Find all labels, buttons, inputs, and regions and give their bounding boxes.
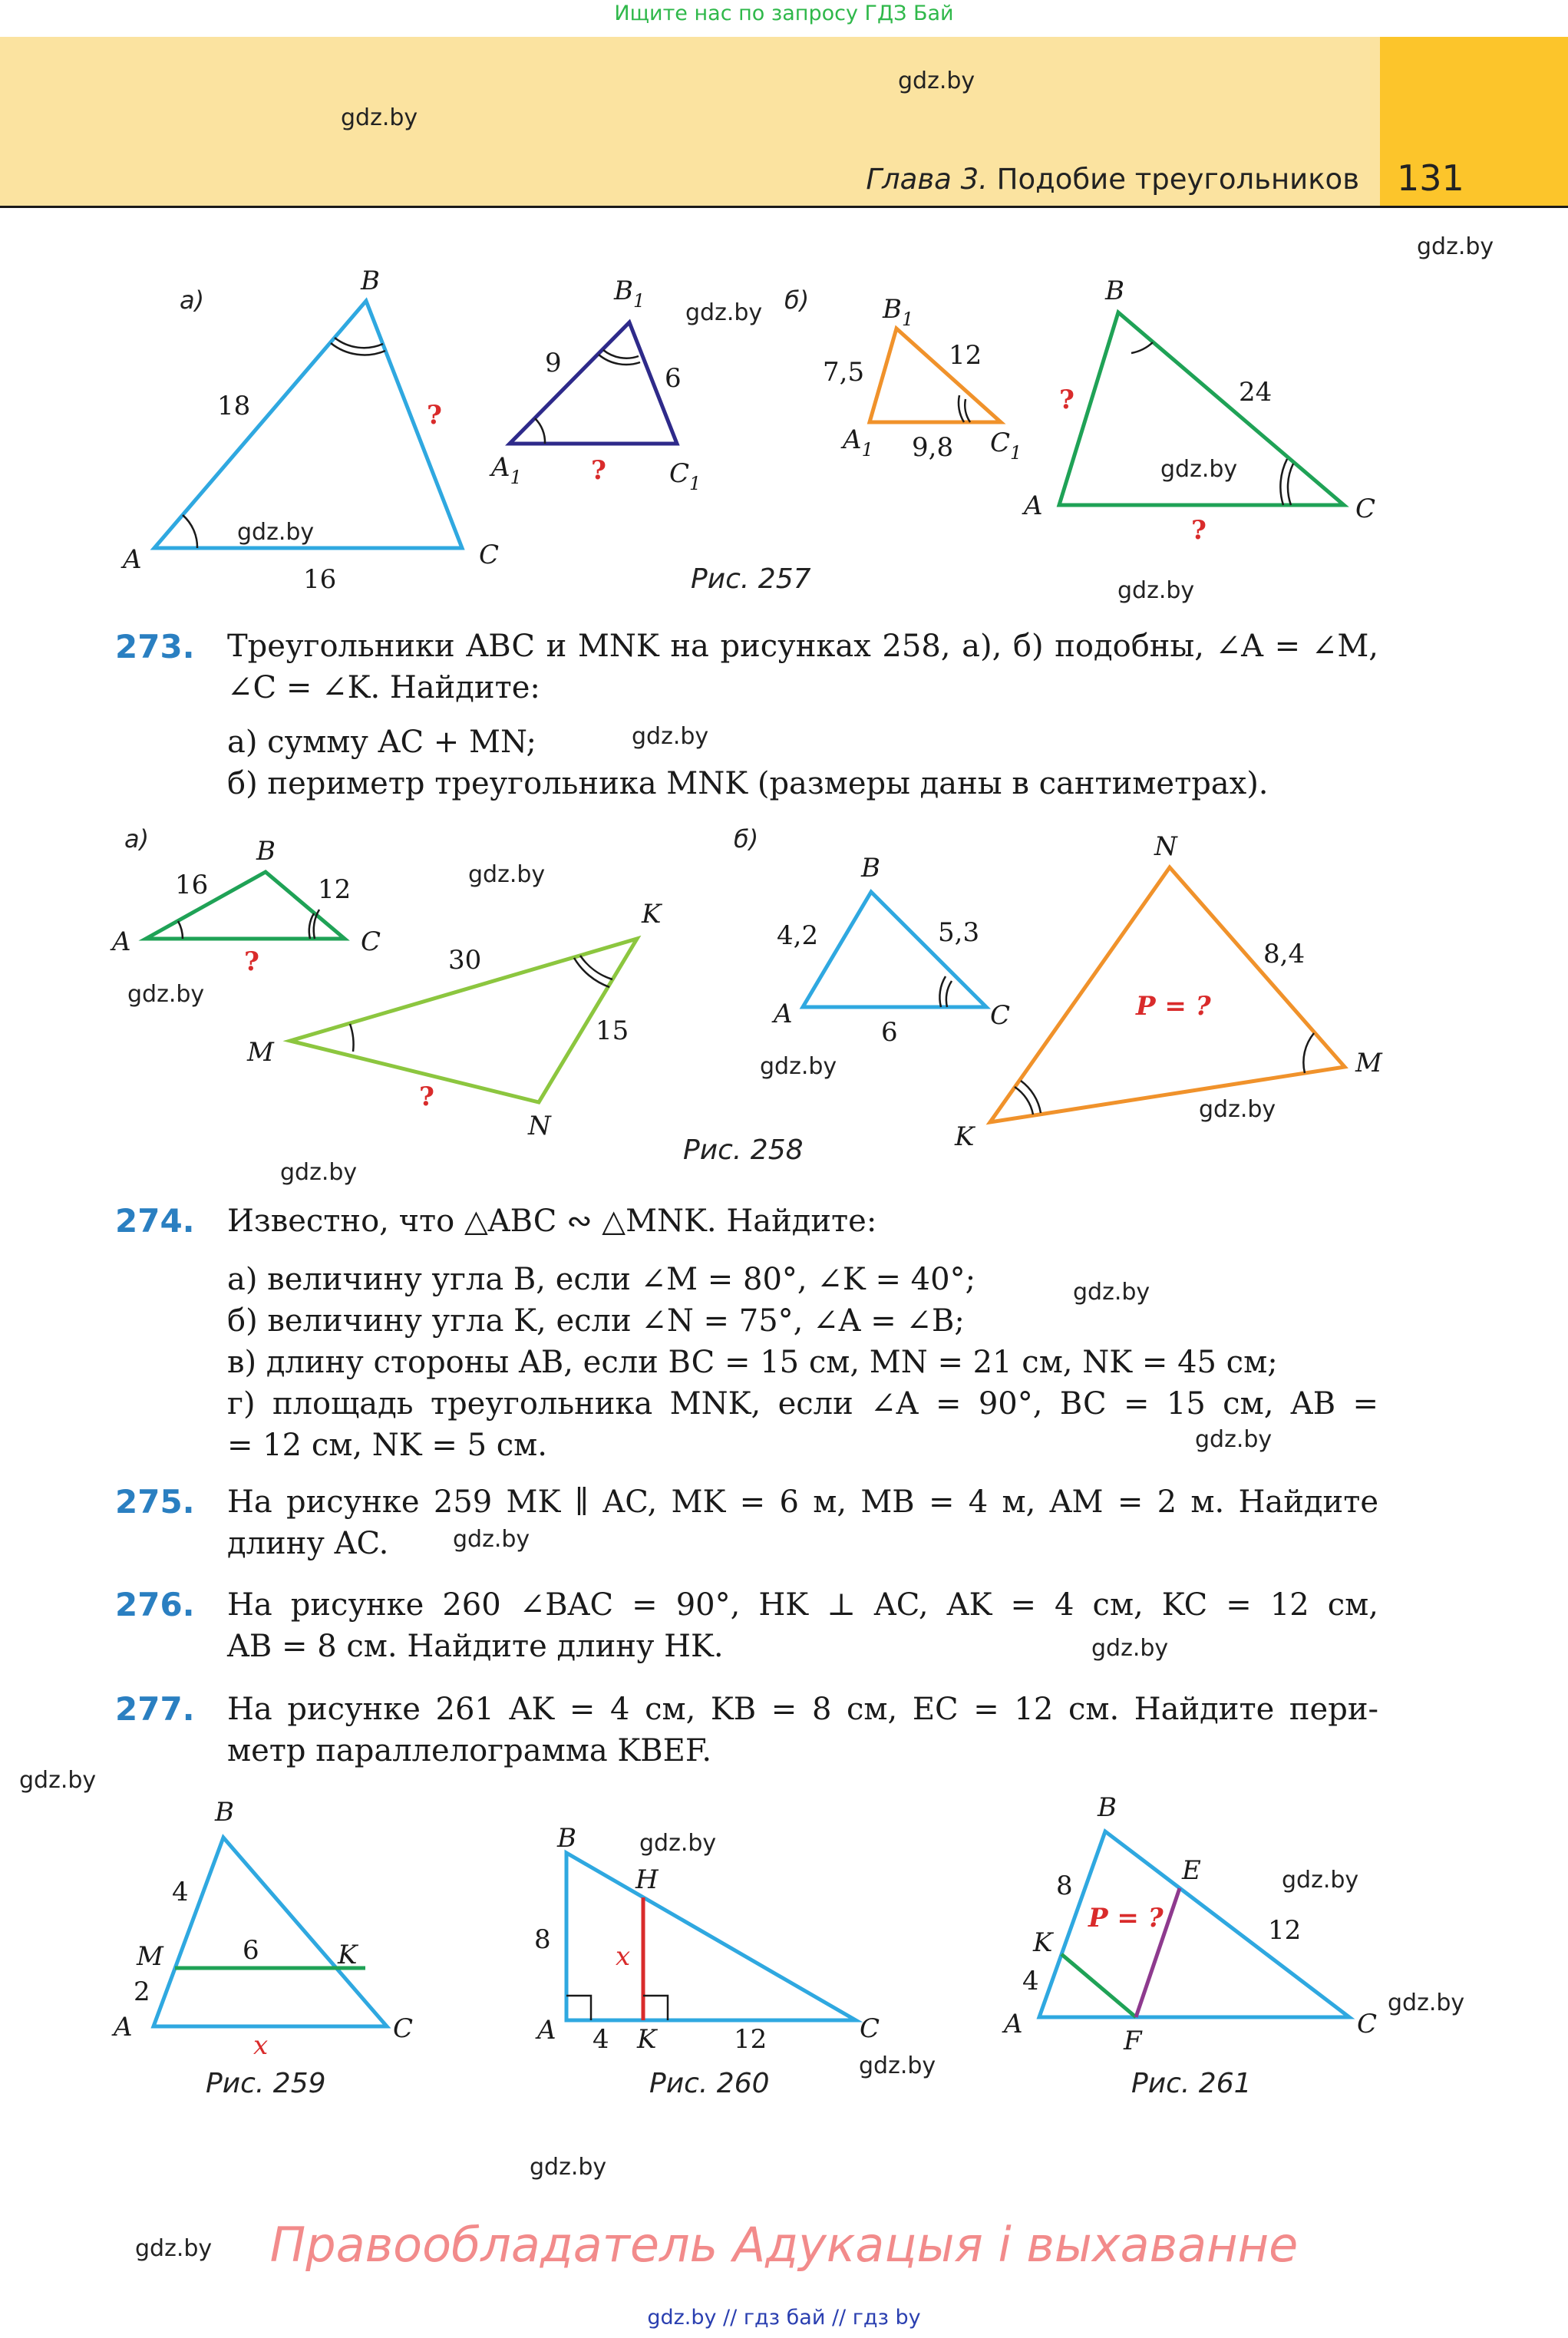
label-c: C: [361, 926, 381, 957]
fig257-drawing: [0, 0, 1568, 614]
watermark: gdz.by: [1388, 1990, 1465, 2016]
label-c: C: [860, 2013, 880, 2044]
fig258-caption: Рис. 258: [683, 1134, 804, 1166]
label-a: A: [112, 926, 131, 957]
chapter-title: Глава 3. Подобие треугольников: [866, 163, 1359, 196]
label-kc: 12: [734, 2024, 767, 2055]
label-bc: 5,3: [938, 917, 980, 948]
fig257-part-b: б): [784, 286, 810, 315]
label-ak: 4: [1022, 1966, 1039, 1996]
label-m: M: [1355, 1048, 1382, 1078]
label-b: B: [1098, 1792, 1117, 1823]
label-ac: x: [253, 2030, 269, 2061]
label-a1: $A_1$: [843, 424, 873, 461]
label-a: A: [1004, 2009, 1023, 2039]
top-search-note: Ищите нас по запросу ГДЗ Бай: [614, 2, 954, 25]
label-b: B: [861, 853, 880, 883]
watermark: gdz.by: [639, 1830, 717, 1857]
watermark: gdz.by: [127, 981, 205, 1008]
watermark: gdz.by: [1195, 1426, 1273, 1453]
label-h: H: [635, 1864, 659, 1895]
label-f: F: [1124, 2026, 1142, 2056]
fig258-drawing: [0, 798, 1568, 1259]
label-ab: 16: [175, 870, 209, 900]
label-kn: 15: [596, 1015, 629, 1046]
problem-273-number: 273.: [115, 628, 195, 665]
label-b: B: [215, 1797, 234, 1828]
triangle-abc-blue: [120, 266, 499, 595]
label-b1: $B_1$: [883, 294, 914, 330]
label-c: C: [1357, 2009, 1378, 2039]
label-a1b1: 9: [545, 348, 562, 378]
label-ec: 12: [1268, 1915, 1302, 1946]
label-a1c1: ?: [591, 455, 606, 486]
watermark: gdz.by: [760, 1053, 837, 1080]
label-b1c1: 6: [665, 363, 682, 394]
copyright-watermark: Правообладатель Адукацыя і выхаванне: [269, 2217, 1299, 2273]
label-mk: 30: [448, 945, 482, 976]
label-k: K: [642, 899, 662, 930]
label-a1: $A_1$: [491, 452, 522, 488]
problem-274-d-cont: = 12 см, NK = 5 см.: [227, 1428, 548, 1463]
label-c: C: [393, 2013, 414, 2044]
label-ac: 6: [881, 1017, 898, 1048]
problem-273-text: Треугольники ABC и MNK на рисунках 258, а), б) подобны, ∠A = ∠M, ∠C = ∠K. Найдите:: [227, 629, 1378, 705]
triangle-abc-green: [1022, 276, 1375, 546]
problem-274-a: а) величину угла B, если ∠M = 80°, ∠K = 40°;: [227, 1262, 976, 1297]
problem-276-number: 276.: [115, 1586, 195, 1623]
label-b1: $B_1$: [614, 276, 645, 312]
label-m: M: [247, 1037, 274, 1068]
problem-274-d: г) площадь треугольника MNK, если ∠A = 90°, BC = 15 см, AB =: [227, 1386, 1378, 1422]
watermark: gdz.by: [1160, 456, 1238, 483]
watermark: gdz.by: [237, 519, 315, 546]
label-bc: 12: [318, 874, 352, 905]
label-ac: ?: [244, 946, 259, 977]
label-b: B: [557, 1823, 576, 1854]
problem-277-text: На рисунке 261 AK = 4 см, KB = 8 см, EC = 12 см. Найдите пери-: [227, 1692, 1378, 1727]
watermark: gdz.by: [632, 723, 709, 750]
watermark: gdz.by: [135, 2235, 213, 2262]
watermark: gdz.by: [468, 861, 546, 888]
problem-273-a: а) сумму AC + MN;: [227, 725, 537, 760]
label-k: K: [637, 2024, 657, 2055]
fig258-part-a: а): [124, 824, 150, 854]
label-a: A: [774, 999, 793, 1029]
label-bc: 24: [1239, 377, 1273, 408]
label-perimeter: P = ?: [1088, 1903, 1164, 1933]
page-number: 131: [1397, 157, 1464, 199]
problem-275-text: На рисунке 259 MK ∥ AC, MK = 6 м, MB = 4 м, AM = 2 м. Найдите: [227, 1484, 1378, 1520]
fig261-caption: Рис. 261: [1131, 2068, 1252, 2099]
label-b1c1: 12: [949, 340, 982, 371]
label-c1: $C_1$: [990, 428, 1022, 464]
label-perimeter: P = ?: [1136, 991, 1211, 1022]
triangle-a1b1c1-orange: [823, 294, 1022, 464]
label-kb: 8: [1056, 1871, 1073, 1901]
label-hk: x: [616, 1941, 631, 1972]
problem-274-b: б) величину угла K, если ∠N = 75°, ∠A = ∠B;: [227, 1303, 965, 1339]
label-n: N: [1154, 831, 1177, 862]
label-a: A: [1024, 490, 1043, 521]
footer-links[interactable]: gdz.by // гдз бай // гдз by: [647, 2306, 921, 2330]
fig260-triangle: [534, 1823, 880, 2055]
label-ac: 16: [303, 564, 337, 595]
label-k: K: [1033, 1927, 1053, 1958]
label-c: C: [990, 1000, 1011, 1031]
watermark: gdz.by: [530, 2154, 607, 2181]
label-a1b1: 7,5: [823, 357, 865, 388]
label-mb: 4: [172, 1877, 189, 1907]
label-am: 2: [134, 1976, 150, 2007]
watermark: gdz.by: [19, 1767, 97, 1794]
triangle-abc-blue: [771, 853, 1010, 1048]
label-c: C: [1355, 494, 1376, 524]
watermark: gdz.by: [1282, 1867, 1359, 1894]
label-k: K: [338, 1940, 358, 1970]
problem-275-text-cont: длину AC.: [227, 1526, 389, 1561]
watermark: gdz.by: [1117, 577, 1195, 604]
triangle-mnk-orange: [954, 831, 1383, 1152]
watermark: gdz.by: [685, 299, 763, 326]
label-a: A: [123, 544, 142, 575]
problem-274-c: в) длину стороны AB, если BC = 15 см, MN = 21 см, NK = 45 см;: [227, 1345, 1278, 1380]
fig257-part-a: а): [180, 286, 205, 315]
label-b: B: [1105, 276, 1124, 306]
watermark: gdz.by: [859, 2052, 936, 2079]
problem-277-text-cont: метр параллелограмма KBEF.: [227, 1733, 712, 1768]
label-ab: ?: [1059, 385, 1074, 415]
watermark: gdz.by: [1091, 1635, 1169, 1662]
watermark: gdz.by: [1073, 1279, 1150, 1306]
problem-274-number: 274.: [115, 1202, 195, 1240]
problem-273-b: б) периметр треугольника MNK (размеры даны в сантиметрах).: [227, 766, 1269, 801]
label-a1c1: 9,8: [912, 432, 954, 463]
watermark: gdz.by: [898, 68, 975, 94]
watermark: gdz.by: [1417, 233, 1494, 260]
fig258-part-b: б): [734, 824, 759, 854]
triangle-a1b1c1-navy: [489, 276, 701, 494]
problem-277-number: 277.: [115, 1690, 195, 1728]
triangle-abc-green: [110, 836, 381, 977]
watermark: gdz.by: [1199, 1096, 1276, 1123]
label-mk: 6: [243, 1935, 259, 1966]
label-ab: 4,2: [777, 920, 819, 951]
label-ab: 8: [534, 1924, 551, 1955]
fig259-caption: Рис. 259: [206, 2068, 326, 2099]
label-a: A: [537, 2015, 556, 2046]
label-m: M: [137, 1941, 163, 1972]
label-b: B: [256, 836, 276, 867]
fig257-caption: Рис. 257: [691, 563, 811, 595]
fig259-triangle: [111, 1797, 413, 2061]
label-c: C: [479, 540, 500, 570]
problem-276-text-cont: AB = 8 см. Найдите длину HK.: [227, 1629, 724, 1664]
fig261-triangle: [1002, 1792, 1377, 2056]
label-a: A: [114, 2012, 133, 2042]
label-k: K: [955, 1121, 975, 1152]
label-n: N: [528, 1111, 551, 1141]
label-ab: 18: [217, 391, 251, 421]
label-bc: ?: [427, 400, 442, 431]
label-ac: ?: [1191, 515, 1207, 546]
watermark: gdz.by: [280, 1159, 358, 1186]
figs-259-261-drawing: [0, 1788, 1568, 2172]
problem-274-text: Известно, что △ABC ∾ △MNK. Найдите:: [227, 1204, 877, 1239]
label-e: E: [1182, 1855, 1201, 1886]
label-ak: 4: [593, 2024, 609, 2055]
problem-275-number: 275.: [115, 1483, 195, 1521]
label-b: B: [361, 266, 380, 296]
problem-276-text: На рисунке 260 ∠BAC = 90°, HK ⊥ AC, AK = 4 см, KC = 12 см,: [227, 1587, 1378, 1623]
label-nm: 8,4: [1263, 939, 1306, 969]
watermark: gdz.by: [341, 104, 418, 131]
fig260-caption: Рис. 260: [649, 2068, 770, 2099]
label-mn: ?: [419, 1081, 434, 1112]
watermark: gdz.by: [453, 1526, 530, 1553]
label-c1: $C_1$: [669, 458, 701, 494]
